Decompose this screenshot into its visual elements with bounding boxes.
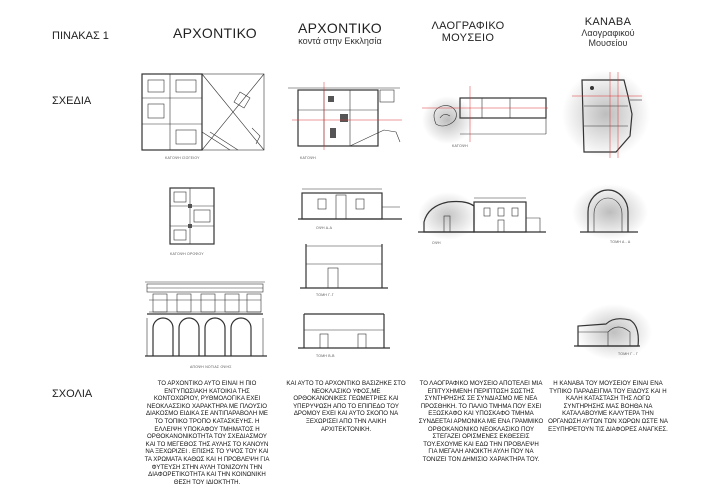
- caption-church-facade: ΟΨΗ Α-Α: [316, 226, 333, 230]
- canava-plan-drawing: [558, 66, 646, 160]
- folklore-museum-plan-drawing: [420, 84, 550, 146]
- mansion-church-facade-drawing: [298, 183, 404, 225]
- column-subtitle: Λαογραφικού Μουσείου: [581, 28, 635, 48]
- mansion-south-facade-drawing: [143, 276, 268, 361]
- mansion-church-section2-drawing: [298, 304, 390, 352]
- caption-church-section1: ΤΟΜΗ Γ-Γ: [316, 293, 334, 297]
- caption-canava-section2: ΤΟΜΗ Γ - Γ: [618, 352, 639, 356]
- mansion-ground-plan-drawing: [140, 72, 270, 154]
- column-subtitle: κοντά στην Εκκλησία: [298, 36, 382, 46]
- caption-south-facade: ΑΠΟΨΗ ΝΟΤΙΑΣ ΟΨΗΣ: [190, 365, 232, 369]
- row-label-notes: ΣΧΟΛΙΑ: [52, 388, 93, 400]
- note-column-4: Η ΚΑΝΑΒΑ ΤΟΥ ΜΟΥΣΕΙΟΥ ΕΙΝΑΙ ΕΝΑ ΤΥΠΙΚΟ ΠΑΡΑΔΕΙΓΜΑ ΤΟΥ ΕΙΔΟΥΣ ΚΑΙ Η ΚΑΛΗ ΚΑΤΑΣΤΑΣΗ ΤΗΣ ΛΟΓΩ ΣΥΝΤΗΡΗΣΗΣ ΜΑΣ ΒΟΗΘΑ ΝΑ ΚΑΤΑΛΑΒΟΥΜΕ ΚΑΛΥΤΕΡΑ ΤΗΝ ΟΡΓΑΝΩΣΗ ΑΥΤΩΝ ΤΩΝ ΧΩΡΩΝ ΩΣΤΕ ΝΑ ΕΞΥΠΗΡΕΤΟΥΝ ΤΙΣ ΔΙΑΦΟΡΕΣ ΑΝΑΓΚΕΣ.: [548, 380, 668, 433]
- mansion-church-plan-drawing: [284, 80, 406, 152]
- canava-section2-drawing: [566, 302, 654, 362]
- table-title: ΠΙΝΑΚΑΣ 1: [52, 30, 109, 42]
- caption-church-plan: ΚΑΤΟΨΗ: [300, 156, 316, 160]
- column-header-3: [418, 20, 518, 44]
- canava-section1-drawing: [566, 182, 652, 242]
- folklore-museum-facade-drawing: [418, 182, 548, 240]
- caption-museum-plan: ΚΑΤΟΨΗ: [452, 144, 468, 148]
- caption-museum-facade: ΟΨΗ: [432, 241, 441, 245]
- caption-upper-plan: ΚΑΤΟΨΗ ΟΡΟΦΟΥ: [170, 252, 204, 256]
- note-column-3: ΤΟ ΛΑΟΓΡΑΦΙΚΟ ΜΟΥΣΕΙΟ ΑΠΟΤΕΛΕΙ ΜΙΑ ΕΠΙΤΥΧΗΜΕΝΗ ΠΕΡΙΠΤΩΣΗ ΣΩΣΤΗΣ ΣΥΝΤΗΡΗΣΗΣ ΣΕ ΣΥΝΔΙΑΣΜΟ ΜΕ ΝΕΑ ΠΡΟΣΘΗΚΗ. ΤΟ ΠΑΛΙΟ ΤΜΗΜΑ ΠΟΥ ΕΧΕΙ ΕΞΩΣΚΑΦΟ ΚΑΙ ΥΠΟΣΚΑΦΟ ΤΜΗΜΑ ΣΥΝΔΕΕΤΑΙ ΑΡΜΟΝΙΚΑ ΜΕ ΕΝΑ ΓΡΑΜΜΙΚΟ ΟΡΘΟΚΑΝΟΝΙΚΟ ΝΕΟΚΛΑΣΙΚΟ ΠΟΥ ΣΤΕΓΑΖΕΙ ΟΡΙΣΜΕΝΕΣ ΕΚΘΕΣΕΙΣ ΤΟΥ.ΕΧΟΥΜΕ ΚΑΙ ΕΔΩ ΤΗΝ ΠΡΟΒΛΕΨΗ ΓΙΑ ΜΕΓΑΛΗ ΑΝΟΙΚΤΗ ΑΥΛΗ ΠΟΥ ΝΑ ΤΟΝΙΖΕΙ ΤΟΝ ΔΗΜΙΣΙΟ ΧΑΡΑΚΤΗΡΑ ΤΟΥ.: [418, 380, 544, 463]
- column-header-2: [280, 20, 400, 46]
- column-title: ΑΡΧΟΝΤΙΚΟ: [173, 25, 257, 41]
- column-header-4: [558, 16, 658, 48]
- mansion-church-section1-drawing: [298, 240, 390, 292]
- caption-church-section2: ΤΟΜΗ Β-Β: [316, 354, 335, 358]
- row-label-drawings: ΣΧΕΔΙΑ: [52, 95, 92, 107]
- note-column-1: ΤΟ ΑΡΧΟΝΤΙΚΟ ΑΥΤΟ ΕΙΝΑΙ Η ΠΙΟ ΕΝΤΥΠΩΣΙΑΚΗ ΚΑΤΟΙΚΙΑ ΤΗΣ ΚΟΝΤΟΧΩΡΙΟΥ, ΡΥΘΜΟΛΟΓΙΚΑ ΕΧΕΙ ΝΕΟΚΛΑΣΣΙΚΟ ΧΑΡΑΚΤΗΡΑ ΜΕ ΠΛΟΥΣΙΟ ΔΙΑΚΟΣΜΟ ΕΙΔΙΚΑ ΣΕ ΑΝΤΙΠΑΡΑΒΟΛΗ ΜΕ ΤΟ ΤΟΠΙΚΟ ΤΡΟΠΟ ΚΑΤΑΣΚΕΥΗΣ. Η ΕΛΛΕΙΨΗ ΥΠΟΚΑΦΟΥ ΤΜΗΜΑΤΟΣ Η ΟΡΘΟΚΑΝΟΝΙΚΟΤΗΤΑ ΤΟΥ ΣΧΕΔΙΑΣΜΟΥ ΚΑΙ ΤΟ ΜΕΓΕΘΟΣ ΤΗΣ ΑΥΛΗΣ ΤΟ ΚΑΝΟΥΝ ΝΑ ΞΕΧΩΡΙΖΕΙ . ΕΠΙΣΗΣ ΤΟ ΥΨΟΣ ΤΟΥ ΚΑΙ ΤΑ ΧΡΩΜΑΤΑ ΚΑΘΩΣ ΚΑΙ Η ΠΡΟΒΛΕΨΗ ΓΙΑ ΦΥΤΕΥΣΗ ΣΤΗΝ ΑΥΛΗ ΤΟΝΙΖΟΥΝ ΤΗΝ ΔΙΑΦΟΡΕΤΙΚΟΤΗΤΑ ΚΑΙ ΤΗΝ ΚΟΙΝΩΝΙΚΗ ΘΕΣΗ ΤΟΥ ΙΔΙΟΚΤΗΤΗ.: [144, 380, 270, 486]
- column-header-1: [160, 25, 270, 41]
- column-title: ΛΑΟΓΡΑΦΙΚΟ ΜΟΥΣΕΙΟ: [431, 20, 505, 44]
- caption-ground-plan: ΚΑΤΟΨΗ ΙΣΟΓΕΙΟΥ: [165, 156, 200, 160]
- column-title: ΑΡΧΟΝΤΙΚΟ: [298, 20, 382, 36]
- caption-canava-section1: ΤΟΜΗ Α - Α: [610, 240, 631, 244]
- column-title: ΚΑΝΑΒΑ: [584, 16, 632, 28]
- mansion-upper-plan-drawing: [168, 186, 218, 248]
- note-column-2: ΚΑΙ ΑΥΤΟ ΤΟ ΑΡΧΟΝΤΙΚΟ ΒΑΣΙΖΗΚΕ ΣΤΟ ΝΕΟΚΛΑΣΙΚΟ ΥΦΟΣ,ΜΕ ΟΡΘΟΚΑΝΟΝΙΚΕΣ ΓΕΩΜΕΤΡΙΕΣ ΚΑΙ ΥΠΕΡΥΨΩΣΗ ΑΠΟ ΤΟ ΕΠΙΠΕΔΟ ΤΟΥ ΔΡΟΜΟΥ ΕΧΕΙ ΚΑΙ ΑΥΤΟ ΣΚΟΠΟ ΝΑ ΞΕΧΩΡΙΣΕΙ ΑΠΟ ΤΗΝ ΛΑΙΚΗ ΑΡΧΙΤΕΚΤΟΝΙΚΗ.: [286, 380, 406, 433]
